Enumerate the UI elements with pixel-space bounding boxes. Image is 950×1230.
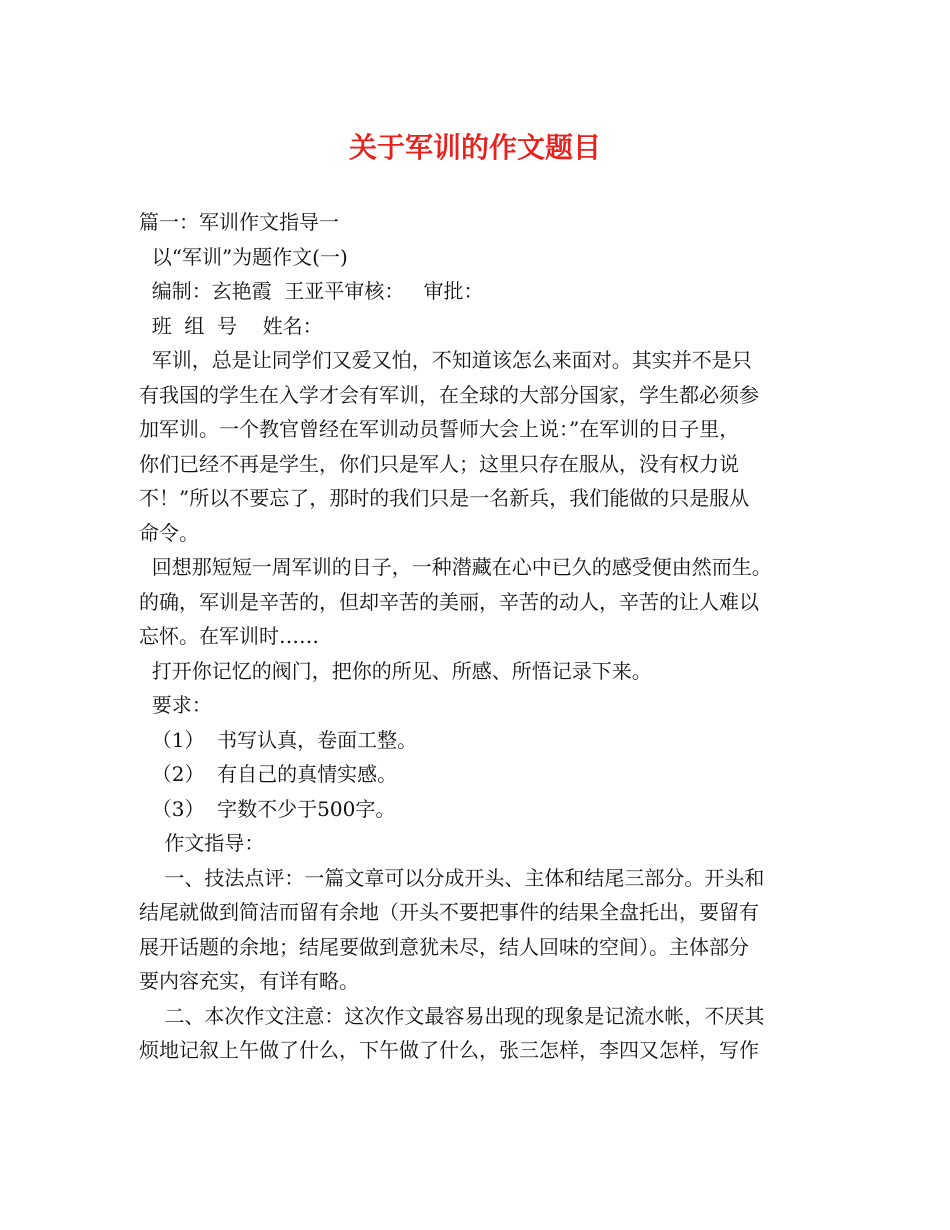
paragraph-line: 一、技法点评：一篇文章可以分成开头、主体和结尾三部分。开头和: [139, 865, 765, 890]
paragraph-line: 加军训。一个教官曾经在军训动员誓师大会上说：”在军训的日子里，: [139, 417, 740, 441]
paragraph-line: 你们已经不再是学生，你们只是军人；这里只存在服从，没有权力说: [139, 451, 739, 476]
paragraph-line: 结尾就做到简洁而留有余地（开头不要把事件的结果全盘托出，要留有: [139, 900, 759, 924]
paragraph-line: （1） 书写认真，卷面工整。: [139, 727, 418, 752]
paragraph-line: 要求：: [139, 693, 212, 717]
paragraph-line: 要内容充实，有详有略。: [139, 969, 359, 993]
paragraph-line: 二、本次作文注意：这次作文最容易出现的现象是记流水帐，不厌其: [139, 1003, 765, 1028]
paragraph-line: 篇一：军训作文指导一: [139, 210, 339, 234]
paragraph-line: 命令。: [139, 520, 199, 545]
paragraph-line: 不！”所以不要忘了，那时的我们只是一名新兵，我们能做的只是服从: [139, 486, 750, 510]
document-body: [139, 205, 829, 1068]
document-title: 关于军训的作文题目: [348, 131, 601, 164]
paragraph-line: （3） 字数不少于500字。: [139, 796, 396, 821]
paragraph-line: 回想那短短一周军训的日子，一种潜藏在心中已久的感受便由然而生。: [139, 555, 772, 579]
paragraph-line: 以“军训”为题作文(一): [139, 244, 348, 269]
paragraph-line: 有我国的学生在入学才会有军训，在全球的大部分国家，学生都必须参: [139, 382, 759, 407]
paragraph-line: 编制：玄艳霞 王亚平审核： 审批：: [139, 279, 484, 303]
paragraph-line: （2） 有自己的真情实感。: [139, 762, 398, 786]
paragraph-line: 展开话题的余地；结尾要做到意犹未尽，结人回味的空间）。主体部分: [139, 934, 749, 959]
paragraph-line: 军训，总是让同学们又爱又怕，不知道该怎么来面对。其实并不是只: [139, 348, 752, 372]
paragraph-line: 班 组 号 姓名：: [139, 313, 323, 338]
paragraph-line: 的确，军训是辛苦的，但却辛苦的美丽，辛苦的动人，辛苦的让人难以: [139, 589, 759, 614]
paragraph-line: 打开你记忆的阀门，把你的所见、所感、所悟记录下来。: [139, 658, 652, 683]
paragraph-line: 烦地记叙上午做了什么，下午做了什么，张三怎样，李四又怎样，写作: [139, 1038, 759, 1062]
paragraph-line: 作文指导：: [139, 831, 265, 855]
paragraph-line: 忘怀。在军训时……: [139, 624, 319, 648]
